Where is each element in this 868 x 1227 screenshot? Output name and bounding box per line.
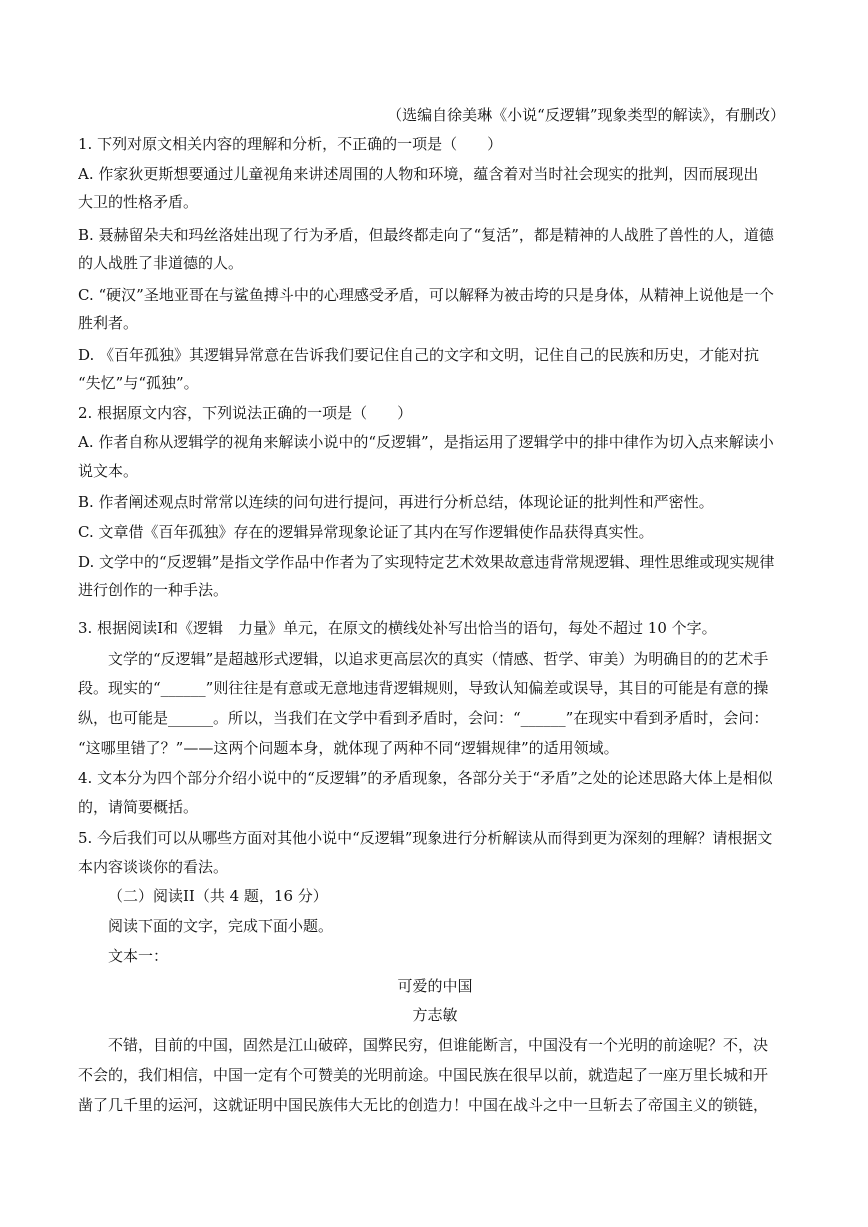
question-3-passage-line: 文学的“反逻辑”是超越形式逻辑，以追求更高层次的真实（情感、哲学、审美）为明确目的的艺术手	[108, 650, 769, 668]
question-1-option-b: B. 聂赫留朵夫和玛丝洛娃出现了行为矛盾，但最终都走向了“复活”，都是精神的人战胜了兽性的人，道德	[78, 226, 774, 244]
question-5: 5. 今后我们可以从哪些方面对其他小说中“反逻辑”现象进行分析解读从而得到更为深刻的理解？请根据文	[78, 829, 773, 847]
section-instruction: 阅读下面的文字，完成下面小题。	[108, 917, 334, 935]
essay-author: 方志敏	[412, 1006, 458, 1024]
question-3-passage-line: “这哪里错了？”——这两个问题本身，就体现了两种不同“逻辑规律”的适用领域。	[78, 739, 619, 757]
question-1-option-d-cont: “失忆”与“孤独”。	[78, 374, 199, 392]
question-4: 4. 文本分为四个部分介绍小说中的“反逻辑”的矛盾现象，各部分关于“矛盾”之处的论述思路大体上是相似	[78, 769, 773, 787]
question-2-option-d: D. 文学中的“反逻辑”是指文学作品中作者为了实现特定艺术效果故意违背常规逻辑、理性思维或现实规律	[78, 553, 775, 571]
question-1-option-c-cont: 胜利者。	[78, 314, 139, 332]
question-3-passage-line: 段。现实的“______”则往往是有意或无意地违背逻辑规则，导致认知偏差或误导，其目的可能是有意的操	[78, 679, 769, 697]
question-1-option-b-cont: 的人战胜了非道德的人。	[78, 254, 244, 272]
question-1-option-a: A. 作家狄更斯想要通过儿童视角来讲述周围的人物和环境，蕴含着对当时社会现实的批判，因而展现出	[78, 165, 759, 183]
source-note: （选编自徐美琳《小说“反逻辑”现象类型的解读》，有删改）	[387, 106, 785, 124]
question-2-option-a: A. 作者自称从逻辑学的视角来解读小说中的“反逻辑”，是指运用了逻辑学中的排中律作为切入点来解读小	[78, 433, 774, 451]
section-heading: （二）阅读II（共 4 题，16 分）	[108, 887, 328, 905]
question-3-stem: 3. 根据阅读I和《逻辑 力量》单元，在原文的横线处补写出恰当的语句，每处不超过 10 个字。	[78, 619, 717, 637]
question-3-passage-line: 纵，也可能是______。所以，当我们在文学中看到矛盾时，会问：“______”在现实中看到矛盾时，会问：	[78, 709, 769, 727]
question-5-cont: 本内容谈谈你的看法。	[78, 858, 229, 876]
essay-title: 可爱的中国	[397, 977, 473, 995]
question-2-stem: 2. 根据原文内容，下列说法正确的一项是（ ）	[78, 404, 413, 422]
question-1-option-a-cont: 大卫的性格矛盾。	[78, 193, 199, 211]
question-2-option-a-cont: 说文本。	[78, 462, 139, 480]
essay-paragraph-line: 不会的，我们相信，中国一定有个可赞美的光明前途。中国民族在很早以前，就造起了一座万里长城和开	[78, 1066, 769, 1084]
question-2-option-d-cont: 进行创作的一种手法。	[78, 581, 229, 599]
question-1-option-d: D. 《百年孤独》其逻辑异常意在告诉我们要记住自己的文字和文明，记住自己的民族和历史，才能对抗	[78, 346, 760, 364]
essay-paragraph-line: 不错，目前的中国，固然是江山破碎，国弊民穷，但谁能断言，中国没有一个光明的前途呢？不，决	[108, 1036, 769, 1054]
question-1-option-c: C. “硬汉”圣地亚哥在与鲨鱼搏斗中的心理感受矛盾，可以解释为被击垮的只是身体，从精神上说他是一个	[78, 286, 774, 304]
text-label: 文本一：	[108, 947, 169, 965]
essay-paragraph-line: 凿了几千里的运河，这就证明中国民族伟大无比的创造力！中国在战斗之中一旦斩去了帝国主义的锁链，	[78, 1096, 769, 1114]
question-2-option-c: C. 文章借《百年孤独》存在的逻辑异常现象论证了其内在写作逻辑使作品获得真实性。	[78, 523, 654, 541]
question-1-stem: 1. 下列对原文相关内容的理解和分析，不正确的一项是（ ）	[78, 135, 503, 153]
question-2-option-b: B. 作者阐述观点时常常以连续的问句进行提问，再进行分析总结，体现论证的批判性和严密性。	[78, 493, 714, 511]
question-4-cont: 的，请简要概括。	[78, 798, 199, 816]
